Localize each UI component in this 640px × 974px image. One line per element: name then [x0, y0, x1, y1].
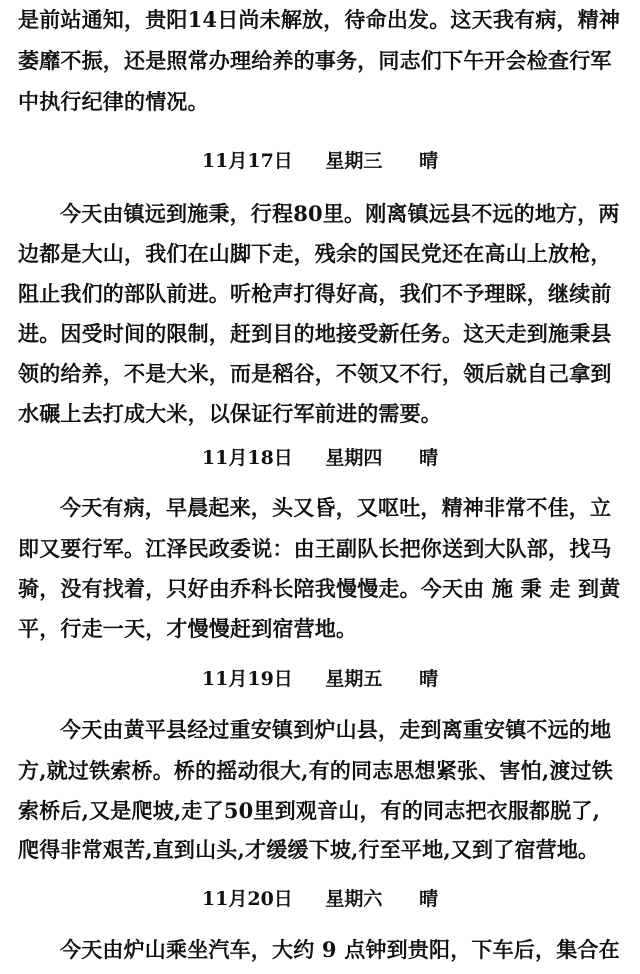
diary-entry-heading: [0, 886, 640, 912]
paragraph-line: 萎靡不振，还是照常办理给养的事务，同志们下午开会检查行军: [18, 48, 612, 73]
diary-entry-heading: [0, 666, 640, 692]
entry-weather: 晴: [419, 668, 439, 690]
paragraph-line: 中执行纪律的情况。: [18, 89, 209, 114]
paragraph-line: 索桥后,又是爬坡,走了50里到观音山，有的同志把衣服都脱了,: [18, 798, 601, 823]
entry-weekday: 星期六: [325, 888, 383, 910]
entry-date: 11月20日: [201, 888, 293, 910]
paragraph-line: 爬得非常艰苦,直到山头,才缓缓下坡,行至平地,又到了宿营地。: [18, 837, 600, 862]
diary-entry-heading: [0, 445, 640, 471]
paragraph-line: 今天由炉山乘坐汽车，大约 9 点钟到贵阳，下车后，集合在: [60, 937, 620, 962]
entry-date: 11月17日: [201, 150, 293, 172]
paragraph-line: 平，行走一天，才慢慢赶到宿营地。: [18, 616, 358, 641]
entry-weekday: 星期四: [325, 447, 383, 469]
entry-weekday: 星期三: [325, 150, 383, 172]
entry-weekday: 星期五: [325, 668, 383, 690]
entry-date: 11月18日: [201, 447, 293, 469]
paragraph-line: 阻止我们的部队前进。听枪声打得好高，我们不予理睬，继续前: [18, 281, 612, 306]
paragraph-line: 今天由镇远到施秉，行程80里。刚离镇远县不远的地方，两: [60, 201, 620, 226]
paragraph-line: 今天有病，早晨起来，头又昏，又呕吐，精神非常不佳，立: [60, 495, 612, 520]
paragraph-line: 水碾上去打成大米，以保证行军前进的需要。: [18, 401, 442, 426]
paragraph-line: 骑，没有找着，只好由乔科长陪我慢慢走。今天由 施 秉 走 到黄: [18, 576, 621, 601]
entry-weather: 晴: [419, 888, 439, 910]
paragraph-line: 今天由黄平县经过重安镇到炉山县，走到离重安镇不远的地: [60, 717, 612, 742]
entry-date: 11月19日: [201, 668, 293, 690]
paragraph-line: 领的给养，不是大米，而是稻谷，不领又不行，领后就自己拿到: [18, 361, 612, 386]
entry-weather: 晴: [419, 150, 439, 172]
entry-weather: 晴: [419, 447, 439, 469]
diary-entry-heading: [0, 148, 640, 174]
paragraph-line: 进。因受时间的限制，赶到目的地接受新任务。这天走到施秉县: [18, 321, 612, 346]
paragraph-line: 边都是大山，我们在山脚下走，残余的国民党还在高山上放枪，: [18, 241, 612, 266]
paragraph-line: 即又要行军。江泽民政委说：由王副队长把你送到大队部，找马: [18, 536, 612, 561]
paragraph-line: 是前站通知，贵阳14日尚未解放，待命出发。这天我有病，精神: [18, 7, 621, 32]
paragraph-line: 方,就过铁索桥。桥的摇动很大,有的同志思想紧张、害怕,渡过铁: [18, 758, 613, 783]
